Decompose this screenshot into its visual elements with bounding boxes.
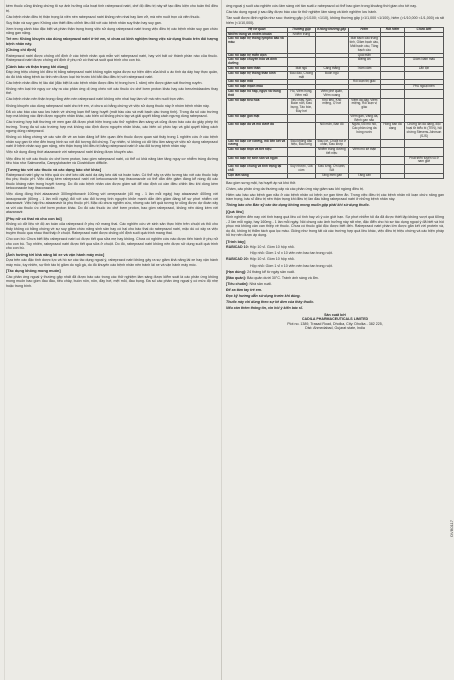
table-cell: Quá mẫn: [348, 53, 381, 58]
table-cell: [381, 156, 405, 165]
paragraph: Không nên loại trừ nguy cơ xảy ra các phản ứng dị ứng chéo với các thuốc ức chế bơm proton khác hay các benzimidazoles thay thế.: [6, 86, 218, 96]
table-header-cell: Hiếm: [348, 27, 381, 32]
organ-system-cell: Các rối loạn chuyển hóa và dinh dưỡng: [227, 58, 288, 67]
presentation-text: Hộp 10 vỉ. Gồm 10 hộp nhỏ.: [249, 257, 295, 262]
table-cell: Đau không đặc hiệu, Đau lưng: [287, 139, 315, 148]
paragraph: Các bệnh nhân điều trị lâu dài (đặc biệt là các bệnh nhân được điều trị trong hơn 1 năm) nên được giám sát thường xuyên.: [6, 80, 203, 85]
presentation-list: [226, 245, 444, 268]
presentation-item: [226, 251, 444, 256]
table-header-cell: Không thường gặp: [317, 26, 347, 31]
paragraph: Đáp ứng triệu chứng khi điều trị bằng rabeprazol natri không ngăn ngừa được sự hiện diện của khối u ác tính dạ dày hay thực quản, do đó khả năng bệnh ác tính nên được loại trừ trước khi bắt đầu điều trị với rabeprazol natri.: [6, 70, 218, 79]
table-cell: Phát triển tuyến vú ở nam giới: [404, 156, 443, 165]
section-title-presentation: [Trình bày]: [226, 239, 246, 244]
paragraph: Các phản ứng ngoại ý thường gặp nhất đã được báo cáo trong các thử nghiệm lâm sàng được kiểm soát là các phản ứng không mong muốn bao gồm đau đầu, tiêu chảy, buồn nôn, nôn, đầy hơi, mệt mỏi, đau bụng. Đa số các phản ứng ngoại ý có mức độ nhẹ hoặc trung bình.: [6, 274, 218, 288]
organ-system-cell: Cận lâm sàng: [227, 173, 288, 178]
table-cell: Nhiễm trùng đường tiết niệu: [315, 148, 348, 157]
right-column: [226, 4, 444, 676]
table-cell: Nổi mẩn, Ban đỏ: [315, 123, 348, 139]
table-cell: [348, 89, 381, 98]
paragraph: Kinh nghiệm đến nay với tình trạng quá liều cố tình hay vô ý còn giới hạn. Sự phơi nhiễm tối đa đã được thiết lập không vượt quá 60mg - 2 lần mỗi ngày, hay 160mg - 1 lần mỗi ngày. Nói chung các ảnh hưởng này rất nhẹ, đặc điển cho hồ sơ tác dụng ngoại ý đã biết và hồi phục mà không cần can thiệp về thuốc. Chưa có thuốc giải độc được biết đến. Rabeprazol natri phần lớn được gắn kết với protein và, do đó, không bị thẩm tách qua lọc máu. Giống như trong tất cả các trường hợp quá liều khác, việc điều trị triệu chứng và các biện pháp hỗ trợ nên được áp dụng.: [226, 215, 444, 238]
table-row: [227, 123, 444, 139]
table-row: [227, 173, 444, 178]
paragraph: Các tác dụng ngoại ý sau đây được báo cáo từ thử nghiệm lâm sàng và kinh nghiệm lưu hành.: [226, 10, 378, 15]
section-title-overdose: [Quá liều]: [226, 209, 244, 214]
paragraph: ứng ngoại ý suốt các nghiên cứu lâm sàng với tần suất ≥ rabeprazol có thể bao gồm trong khoảng thời gian cho tới nay.: [226, 4, 417, 8]
table-row: [227, 89, 444, 98]
manufacturer-address: Dist: Ahmedabad, Gujarat state, India: [305, 326, 365, 331]
paragraph: Việc sử dụng đồng thời atazanavir với rabeprazol natri không được khuyến cáo.: [6, 150, 134, 155]
section-title-pregnancy: [Phụ nữ có thai và cho con bú]: [6, 216, 62, 221]
organ-system-cell: Nhiễm trùng và nhiễm khuẩn: [227, 32, 288, 37]
organ-system-cell: Các rối loạn tâm thần: [227, 66, 288, 71]
table-cell: [404, 148, 443, 157]
table-cell: Mất bạch cầu trung tính, Giảm bạch cầu, Mất bạch cầu, Tăng bạch cầu: [349, 36, 379, 52]
table-cell: Nhiễm trùng: [287, 32, 315, 37]
table-cell: [404, 71, 443, 80]
paragraph: Rabeprazol natri gây ra hiệu quả ức chế kéo dài acid dạ dày kéo dài và hoàn toàn. Có thể xảy ra việc tương tác với các thuốc hấp thu phụ thuộc pH. Việc dùng kèm rabeprazol natri với ketoconazole hay itraconazole có thể dẫn đến giảm đáng kể nồng độ các thuốc kháng nấm trong huyết tương. Do đó các bệnh nhân cần được giám sát để xác định có cần điều chỉnh liều khi dùng kèm ketoconazole hay itraconazole.: [6, 172, 218, 191]
warning-list: [226, 288, 444, 311]
manufacturer-heading: Sản xuất bởi: [324, 312, 346, 317]
presentation-name: RABICAD 20:: [226, 257, 249, 262]
paragraph: Không khuyến cáo dùng rabeprazol natri cho trẻ em, vì chưa có bằng chứng về việc sử dụng thuốc này ở nhóm bệnh nhân này.: [6, 103, 210, 108]
table-cell: [348, 156, 381, 165]
table-header-cell: Hệ cơ quan: [227, 27, 288, 32]
table-cell: Buồn ngủ: [315, 71, 348, 80]
table-cell: [404, 89, 443, 98]
notice-text: Thông báo cho Bác sỹ các tác dụng không mong muốn gặp phải khi sử dụng thuốc.: [226, 203, 370, 208]
presentation-text: Hộp nhỏ: Gồm 1 vỉ x 10 viên nén bao tan trong ruột.: [250, 263, 333, 268]
page-fold-left: [4, 0, 5, 680]
manufacturer-block: [226, 313, 444, 331]
presentation-name: RABICAD 10:: [226, 245, 249, 250]
table-cell: [381, 89, 405, 98]
organ-system-cell: Các rối loạn chung và tình trạng tại chỗ: [227, 165, 288, 174]
table-header-cell: Thường gặp: [287, 27, 315, 32]
section-title-contraindications: [Chống chỉ định]: [6, 48, 37, 53]
paragraph: Đã có các báo cáo sau lưu hành về chứng loạn thể tạng huyết (mất bầu cầu và mất bạch cầu trung tính). Trong đa số các trường hợp mà không xác định được nguyên nhân khác, các biến cố không phức tạp và giải quyết bằng cách ngưng dùng rabeprazol.: [6, 109, 218, 119]
table-cell: Viêm gan, Vàng da, Bệnh gan não: [348, 114, 381, 123]
table-cell: [404, 98, 443, 114]
table-row: [227, 98, 444, 114]
table-cell: Trầm cảm: [348, 66, 381, 71]
table-cell: Tăng men gan: [315, 173, 348, 178]
storage-text: Bảo quản dưới 30°C. Tránh ánh sáng và ẩm.: [246, 275, 319, 280]
section-title-warnings: [Cảnh báo và thận trọng khi dùng]: [6, 64, 68, 69]
presentation-text: Hộp 10 vỉ. Gồm 10 hộp nhỏ.: [249, 245, 295, 250]
table-cell: Lẫn lộn: [404, 66, 443, 71]
table-cell: Hồng ban đa dạng: [381, 123, 405, 139]
section-title-interactions: [Tương tác với các thuốc và các dạng bào chế khác]: [6, 167, 102, 172]
storage: [226, 276, 444, 281]
table-cell: Tiêu chảy, Nôn, Buồn nôn, Đau bụng, Táo bón, Đầy hơi: [287, 98, 315, 114]
organ-system-cell: Các rối loạn da và mô dưới da: [227, 123, 288, 139]
table-cell: [287, 173, 315, 178]
paragraph: Việc dùng đồng thời atazanavir 300mg/ritonavir 100mg với omeprazole (40 mg - 1 lần mỗi ngày) hay atazanavir 400mg với lansoprazole (60mg - 1 lần mỗi ngày) đối với các đối tượng tình nguyện khỏe mạnh dẫn đến giảm đáng kể sự phơi nhiễm với atazanavir. Việc hấp thu atazanavir là phụ thuộc pH. Mặc dù chưa nghiên cứu, nhưng các kết quả tương tự cũng được dự đoán xảy ra với các thuốc ức chế bơm proton khác. Do đó các thuốc ức chế bơm proton, bao gồm rabeprazol, không nên dùng kèm với atazanavir.: [6, 192, 218, 215]
paragraph: Các trường hợp bất thường về men gan đã được phát hiện trong các thử nghiệm lâm sàng và cũng được báo cáo do giấy phép thị trường. Trong đa số các trường hợp mà không xác định được nguyên nhân khác, các biến cố phức tạp và giải quyết bằng cách ngưng dùng rabeprazol.: [6, 120, 218, 134]
table-cell: [381, 139, 405, 148]
organ-system-cell: Các rối loạn hô hấp, ngực và trung thất: [227, 89, 288, 98]
organ-system-cell: Các rối loạn tiêu hóa: [227, 98, 288, 114]
paragraph: Suy thận và suy gan: Không cần thiết điều chỉnh liều đối với các bệnh nhân suy thận hay suy gan.: [6, 20, 162, 25]
paragraph: kém thuốc cũng không chứng tỏ sự ảnh hưởng của hoạt tính rabeprazol natri, chế độ điều trị này sẽ tạo điều kiện cho tuân thủ điều trị.: [6, 4, 218, 13]
table-cell: [381, 173, 405, 178]
page-fold-center: [221, 0, 222, 680]
shelf-life-label: [Hạn dùng]:: [226, 269, 247, 274]
paragraph: Các bệnh nhân nên thận trọng rằng viên nén rabeprazol natri không nên nhai hay làm vỡ mà nên nuốt trọn viên.: [6, 97, 185, 102]
organ-system-cell: Các rối loạn cơ xương, mô liên kết và xương: [227, 139, 288, 148]
table-cell: [404, 139, 443, 148]
table-cell: Mất ngủ: [287, 66, 315, 71]
table-cell: Viêm dạ dày, Viêm miệng, Rối loạn vị giác: [348, 98, 381, 114]
organ-system-cell: Các rối loạn hệ thống lympho bào và máu: [227, 37, 288, 53]
warning-item: Đọc kỹ hướng dẫn sử dụng trước khi dùng.: [226, 293, 301, 298]
section-title-adverse: [Tác dụng không mong muốn]: [6, 269, 61, 274]
table-cell: Phù ngoại biên: [404, 85, 443, 90]
section-title-driving: [Ảnh hưởng tới khả năng lái xe và vận hành máy móc]: [6, 252, 105, 257]
left-column: [6, 4, 218, 676]
paragraph: Các bệnh nhân điều trị thận trọng là viên nén rabeprazol natri không nên nhai hay làm vỡ, mà nên nuốt trọn cả viên thuốc.: [6, 14, 201, 19]
footnote: Bao gồm sưng mặt, hạ huyết áp và khó thở.: [226, 180, 297, 185]
table-cell: [404, 165, 443, 174]
table-body: [227, 32, 444, 178]
table-row: [227, 148, 444, 157]
organ-system-cell: Các rối loạn mạch máu: [227, 85, 288, 90]
table-cell: [404, 37, 443, 53]
table-cell: Biếng ăn: [348, 58, 381, 67]
table-cell: [381, 71, 405, 80]
table-cell: [404, 173, 443, 178]
paragraph: Dựa trên các đặc tính dược lực và hồ sơ các tác dụng ngoại ý, rabeprazol natri không gây ra sự giảm khả năng lái xe hay vận hành máy móc, tuy nhiên, sự tỉnh táo bị giảm do ngủ gà, do đó khuyến cáo bệnh nhân nên tránh lái xe và vận hành máy móc.: [6, 258, 218, 267]
warning-item: Để xa tầm tay trẻ em.: [226, 287, 262, 292]
paragraph: Cho con bú: Chưa biết liệu rabeprazol natri có được tiết qua sữa mẹ hay không. Chưa có nghiên cứu nào được tiến hành ở phụ nữ cho con bú. Tuy nhiên, rabeprazol natri được tiết qua sữa ở chuột. Do đó, rabeprazol natri không nên được sử dụng suốt quá trình cho con bú.: [6, 237, 218, 251]
paragraph: Không có bằng chứng về các vấn đề về an toàn đáng kể liên quan đến thuốc được quan sát thấy trong 1 nghiên cứu ở các bệnh nhân suy gan từ nhẹ đến trung bình so với đối tượng đối chứng. Tuy nhiên, vì không có dữ liệu lâm sàng về việc sử dụng rabeprazol natri ở bệnh nhân suy gan nặng, nên thận trọng khi điều trị bằng rabeprazol natri ở các đối tượng bệnh nhân này.: [6, 135, 218, 149]
organ-system-cell: Các rối loạn thận và tiết niệu: [227, 148, 288, 157]
presentation-item: [226, 257, 444, 262]
storage-label: [Bảo quản]:: [226, 275, 246, 280]
paragraph: Việc điều trị với các thuốc ức chế bơm proton, bao gồm rabeprazol natri, có thể có khả năng làm tăng nguy cơ nhiễm trùng đường tiêu hóa như Salmonella, Campylobacter và Clostridium difficile.: [6, 156, 218, 165]
table-cell: Rối loạn thị giác: [348, 80, 381, 85]
table-cell: [381, 98, 405, 114]
standard-text: Nhà sản xuất.: [249, 281, 272, 286]
table-cell: Giảm Natri máu: [404, 58, 443, 67]
manufacturer-address: Plot no. 1389, Trasad Road, Dholka, City: Dholka - 382 225,: [287, 321, 383, 326]
paragraph: Tần suất được định nghĩa như sau: thường gặp (>1/100; <1/10), không thường gặp (>1/1,000 <1/100), hiếm (>1/10,000 <1/1,000) và rất hiếm (<1/10,000).: [226, 16, 444, 25]
organ-system-cell: Các rối loạn hệ thống thần kinh: [227, 71, 288, 80]
side-code: OVB0117: [449, 520, 454, 538]
table-cell: Suy nhược, Giả cúm: [287, 165, 315, 174]
organ-system-cell: Các rối loạn mắt: [227, 80, 288, 85]
paragraph: Trẻ em: Không khuyến cáo dùng rabeprazol natri ở trẻ em, vì chưa có kinh nghiệm trong việc sử dụng thuốc trên đối tượng bệnh nhân này.: [6, 37, 218, 46]
organ-system-cell: Các rối loạn gan mật: [227, 114, 288, 123]
presentation-text: Hộp nhỏ: Gồm 1 vỉ x 10 viên nén bao tan trong ruột.: [250, 251, 333, 256]
table-cell: [287, 148, 315, 157]
table-cell: Viêm phế quản, Viêm xoang: [315, 89, 348, 98]
table-cell: Chứng ăn da dạng, độc hoại tử biểu bì (TEN), hội chứng Stevens-Johnson (SJS): [406, 122, 442, 138]
table-cell: Khó tiêu, Khô miệng, Ợ hơi: [315, 98, 348, 114]
table-cell: Đau lưng, Ớn lạnh, Sốt: [315, 165, 348, 174]
table-cell: Đau cơ, Chuột rút ở chân, Đau khớp: [315, 139, 348, 148]
standard-label: [Tiêu chuẩn]:: [226, 281, 249, 286]
standard: [226, 282, 444, 287]
table-cell: Đau đầu, Chóng mặt: [287, 71, 315, 80]
table-cell: Ho, Viêm họng, Viêm mũi: [287, 89, 315, 98]
paragraph: Xem trong cảnh báo đặc biệt và phần thận trọng trong việc sử dụng rabeprazol natri trong việc điều trị các bệnh nhân suy gan chức năng gan nặng.: [6, 26, 218, 36]
table-cell: [287, 37, 315, 53]
organ-system-cell: Các rối loạn hệ sinh sản và ngực: [227, 156, 288, 165]
warning-item: Thuốc này chỉ dùng theo sự kê đơn của thầy thuốc.: [226, 300, 315, 305]
presentation-item: [226, 264, 444, 269]
manufacturer-name: CADILA PHARMACEUTICALS LIMITED: [301, 317, 369, 322]
table-header-cell: Chưa biết: [404, 27, 443, 32]
shelf-life: [226, 270, 444, 275]
paragraph: Hiếm các báo cáo bệnh gan não ở các bệnh nhân có bệnh xơ gan tiềm ẩn. Trong việc điều trị các bệnh nhân rối loạn chức năng gan trầm trọng, bác sĩ điều trị nên thận trọng khi điều trị lần đầu bằng rabeprazol natri ở những bệnh nhân này.: [226, 192, 444, 202]
table-cell: Viêm mô kẽ thận: [348, 148, 381, 157]
table-cell: Tăng cân: [348, 173, 381, 178]
shelf-life-text: 24 tháng kể từ ngày sản xuất.: [247, 269, 295, 274]
table-cell: Căng thẳng: [315, 66, 348, 71]
table-row: [227, 37, 444, 53]
table-cell: Ngứa, Đổ mồ hôi, Các phản ứng da bóng nước: [348, 123, 381, 139]
table-cell: [381, 165, 405, 174]
table-cell: [287, 114, 315, 123]
footnote: Chàm, các phản ứng da thường cấp và các phản ứng này giảm sau khi ngừng điều trị.: [226, 186, 365, 191]
table-cell: [381, 148, 405, 157]
paragraph: Rabeprazol natri được chống chỉ định ở các bệnh nhân quá mẫn với rabeprazol natri, hay với bất cứ thành phần nào của thuốc. Rabeprazol natri được chống chỉ định ở phụ nữ có thai và suốt quá trình cho con bú.: [6, 53, 218, 63]
table-cell: [315, 37, 348, 53]
table-row: [227, 71, 444, 80]
table-cell: [381, 58, 405, 67]
table-cell: [287, 123, 315, 139]
warning-item: Nếu cần thêm thông tin, xin hỏi ý kiến bác sĩ.: [226, 306, 303, 311]
adverse-effects-table: [226, 27, 444, 179]
organ-system-cell: Các rối loạn hệ miễn dịch: [227, 53, 288, 58]
paragraph: Không có dữ liệu về độ an toàn của rabeprazol ở phụ nữ mang thai. Các nghiên cứu về sinh sản thực hiện trên chuột và thỏ cho thấy không có bằng chứng về sự suy giảm chức năng sinh sản hay có hại cho bào thai do rabeprazol natri, mặc dù có xảy ra việc truyền thuốc qua nhau thai thấp ở chuột. Rabeprazol natri được chống chỉ định suốt quá trình mang thai.: [6, 222, 218, 236]
presentation-item: [226, 245, 444, 250]
table-cell: [381, 37, 405, 53]
table-header-cell: Rất hiếm: [381, 27, 405, 32]
